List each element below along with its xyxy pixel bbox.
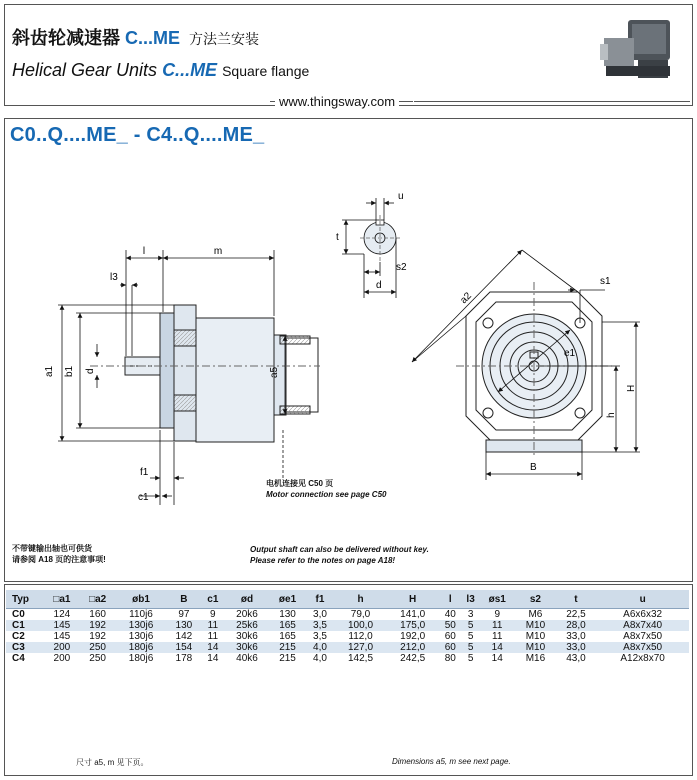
dim-d: d [85, 368, 96, 374]
key-note-en-1: Output shaft can also be delivered without key. [250, 545, 429, 554]
table-cell: 180j6 [116, 642, 167, 653]
table-cell: 50 [439, 620, 462, 631]
dim-c1: c1 [138, 492, 149, 503]
dim-l: l [142, 246, 146, 257]
table-cell: 11 [207, 631, 219, 642]
dimension-table [6, 590, 689, 664]
table-cell: 3,0 [313, 609, 327, 620]
table-cell: 141,0 [400, 609, 426, 620]
table-cell: 127,0 [334, 642, 386, 653]
dim-a5: a5 [269, 366, 280, 378]
table-header-cell: c1 [201, 590, 224, 609]
table-cell: 60 [444, 631, 456, 642]
table-cell: 5 [462, 620, 479, 631]
table-cell: 22,5 [566, 609, 586, 620]
table-cell: M16 [525, 653, 546, 664]
front-view [456, 282, 612, 458]
table-cell: M10 [515, 620, 556, 631]
table-cell: 180j6 [128, 653, 154, 664]
table-cell: 11 [479, 620, 515, 631]
table-cell: C2 [12, 631, 25, 642]
table-cell: 30k6 [224, 642, 269, 653]
motor-note-en: Motor connection see page C50 [266, 490, 387, 499]
table-cell: 14 [491, 653, 503, 664]
table-cell: 60 [439, 642, 462, 653]
table-cell: 14 [207, 653, 219, 664]
table-header-cell: øe1 [270, 590, 306, 609]
table-cell: M10 [525, 631, 546, 642]
table-cell: 192 [89, 631, 106, 642]
table-header-cell: l [439, 590, 462, 609]
table-cell: 40k6 [236, 653, 258, 664]
table-cell: A8x7x40 [596, 620, 689, 631]
table-header-cell: h [334, 590, 386, 609]
dim-m: m [213, 246, 223, 257]
table-cell: A8x7x50 [596, 642, 689, 653]
table-row [6, 620, 689, 631]
motor-note-cn: 电机连接见 C50 页 [266, 479, 334, 488]
table-cell: 200 [44, 642, 80, 653]
table-cell: 145 [53, 631, 71, 642]
table-header-cell: □a1 [44, 590, 80, 609]
table-cell: 242,5 [400, 653, 426, 664]
table-cell: 43,0 [566, 653, 586, 664]
website-link[interactable]: www.thingsway.com [275, 94, 399, 109]
side-view [90, 305, 320, 442]
table-cell: 3,5 [305, 620, 334, 631]
dim-h: h [606, 412, 617, 418]
table-cell: 33,0 [566, 631, 586, 642]
table-cell: 40 [444, 609, 456, 620]
table-cell: 192 [80, 620, 116, 631]
table-cell: 212,0 [387, 642, 439, 653]
table-cell: 215 [270, 642, 306, 653]
table-cell: C3 [6, 642, 44, 653]
table-row [6, 653, 689, 664]
dim-t: t [336, 232, 339, 243]
dim-a1: a1 [44, 365, 55, 377]
table-cell: 4,0 [305, 642, 334, 653]
table-cell: M10 [515, 642, 556, 653]
table-cell: 130 [279, 609, 296, 620]
table-cell: 130j6 [128, 631, 154, 642]
title-code-en: C...ME [162, 60, 218, 80]
key-note-cn-1: 不带键输出轴也可供货 [12, 544, 92, 553]
table-header-cell: Typ [6, 590, 44, 609]
table-header-cell: l3 [462, 590, 479, 609]
table-cell: 97 [178, 609, 190, 620]
table-cell: 215 [279, 653, 296, 664]
table-cell: 4,0 [313, 653, 327, 664]
table-cell: 80 [444, 653, 456, 664]
table-header-cell: ød [224, 590, 269, 609]
table-cell: 14 [201, 642, 224, 653]
table-cell: 9 [494, 609, 500, 620]
table-cell: 142 [175, 631, 193, 642]
table-cell: 165 [279, 631, 296, 642]
table-footnote-en: Dimensions a5, m see next page. [392, 757, 511, 766]
dim-l3: l3 [110, 272, 118, 283]
table-header-cell: s2 [515, 590, 556, 609]
dim-f1: f1 [140, 467, 149, 478]
table-cell: C1 [6, 620, 44, 631]
table-row [6, 609, 689, 621]
table-cell: 9 [210, 609, 216, 620]
table-cell: 165 [270, 620, 306, 631]
table-header-row [6, 590, 689, 609]
table-row [6, 642, 689, 653]
table-footnote-cn: 尺寸 a5, m 见下页。 [76, 758, 149, 767]
table-header-cell: u [596, 590, 689, 609]
dim-a2: a2 [458, 290, 474, 307]
table-cell: 145 [44, 620, 80, 631]
table-header-cell: H [387, 590, 439, 609]
table-header-cell: □a2 [80, 590, 116, 609]
table-cell: 3,5 [313, 631, 327, 642]
title-code-cn: C...ME [125, 28, 181, 48]
dim-H: H [626, 384, 637, 392]
table-cell: 250 [89, 653, 106, 664]
table-cell: 130j6 [116, 620, 167, 631]
table-cell: A12x8x70 [620, 653, 665, 664]
dim-B: B [530, 462, 537, 473]
table-cell: C0 [12, 609, 25, 620]
table-header-cell: t [556, 590, 597, 609]
dim-d-detail: d [376, 280, 382, 291]
table-cell: 130 [167, 620, 202, 631]
table-cell: 3 [467, 609, 474, 620]
table-row [6, 631, 689, 642]
title-cn: 斜齿轮减速器 C...ME 方法兰安装 [12, 28, 260, 48]
table-cell: 112,0 [348, 631, 373, 642]
table-cell: 124 [53, 609, 71, 620]
table-cell: 5 [467, 653, 474, 664]
table-cell: 20k6 [236, 609, 258, 620]
table-cell: 25k6 [224, 620, 269, 631]
table-cell: 30k6 [236, 631, 258, 642]
table-cell: A8x7x50 [623, 631, 663, 642]
table-cell: 175,0 [387, 620, 439, 631]
dim-b1: b1 [64, 365, 75, 377]
dim-s2: s2 [396, 262, 407, 273]
shaft-detail [342, 198, 400, 298]
table-cell: A6x6x32 [623, 609, 663, 620]
key-note-cn-2: 请参阅 A18 页的注意事项! [12, 555, 106, 564]
table-cell: C4 [12, 653, 25, 664]
table-cell: 160 [89, 609, 106, 620]
drawing-title: C0..Q....ME_ - C4..Q....ME_ [10, 124, 265, 146]
table-header-cell: B [167, 590, 202, 609]
table-header-cell: øs1 [479, 590, 515, 609]
title-en: Helical Gear Units C...ME Square flange [12, 60, 310, 80]
table-cell: 100,0 [334, 620, 386, 631]
table-cell: 11 [492, 631, 503, 642]
dim-e1: e1 [564, 348, 576, 359]
table-cell: 28,0 [556, 620, 597, 631]
table-cell: 200 [53, 653, 71, 664]
table-cell: 178 [175, 653, 193, 664]
table-cell: 142,5 [348, 653, 374, 664]
table-header-cell: øb1 [116, 590, 167, 609]
table-header-cell: f1 [305, 590, 334, 609]
dim-u: u [398, 191, 404, 202]
table-cell: M6 [528, 609, 543, 620]
table-cell: 110j6 [129, 609, 153, 620]
dim-s1: s1 [600, 276, 611, 287]
table-cell: 192,0 [400, 631, 426, 642]
table-cell: 5 [462, 642, 479, 653]
table-cell: 14 [479, 642, 515, 653]
key-note-en-2: Please refer to the notes on page A18! [250, 556, 396, 565]
table-cell: 11 [201, 620, 224, 631]
table-cell: 250 [80, 642, 116, 653]
table-cell: 5 [467, 631, 474, 642]
table-cell: 79,0 [350, 609, 371, 620]
table-cell: 33,0 [556, 642, 597, 653]
table-cell: 154 [167, 642, 202, 653]
